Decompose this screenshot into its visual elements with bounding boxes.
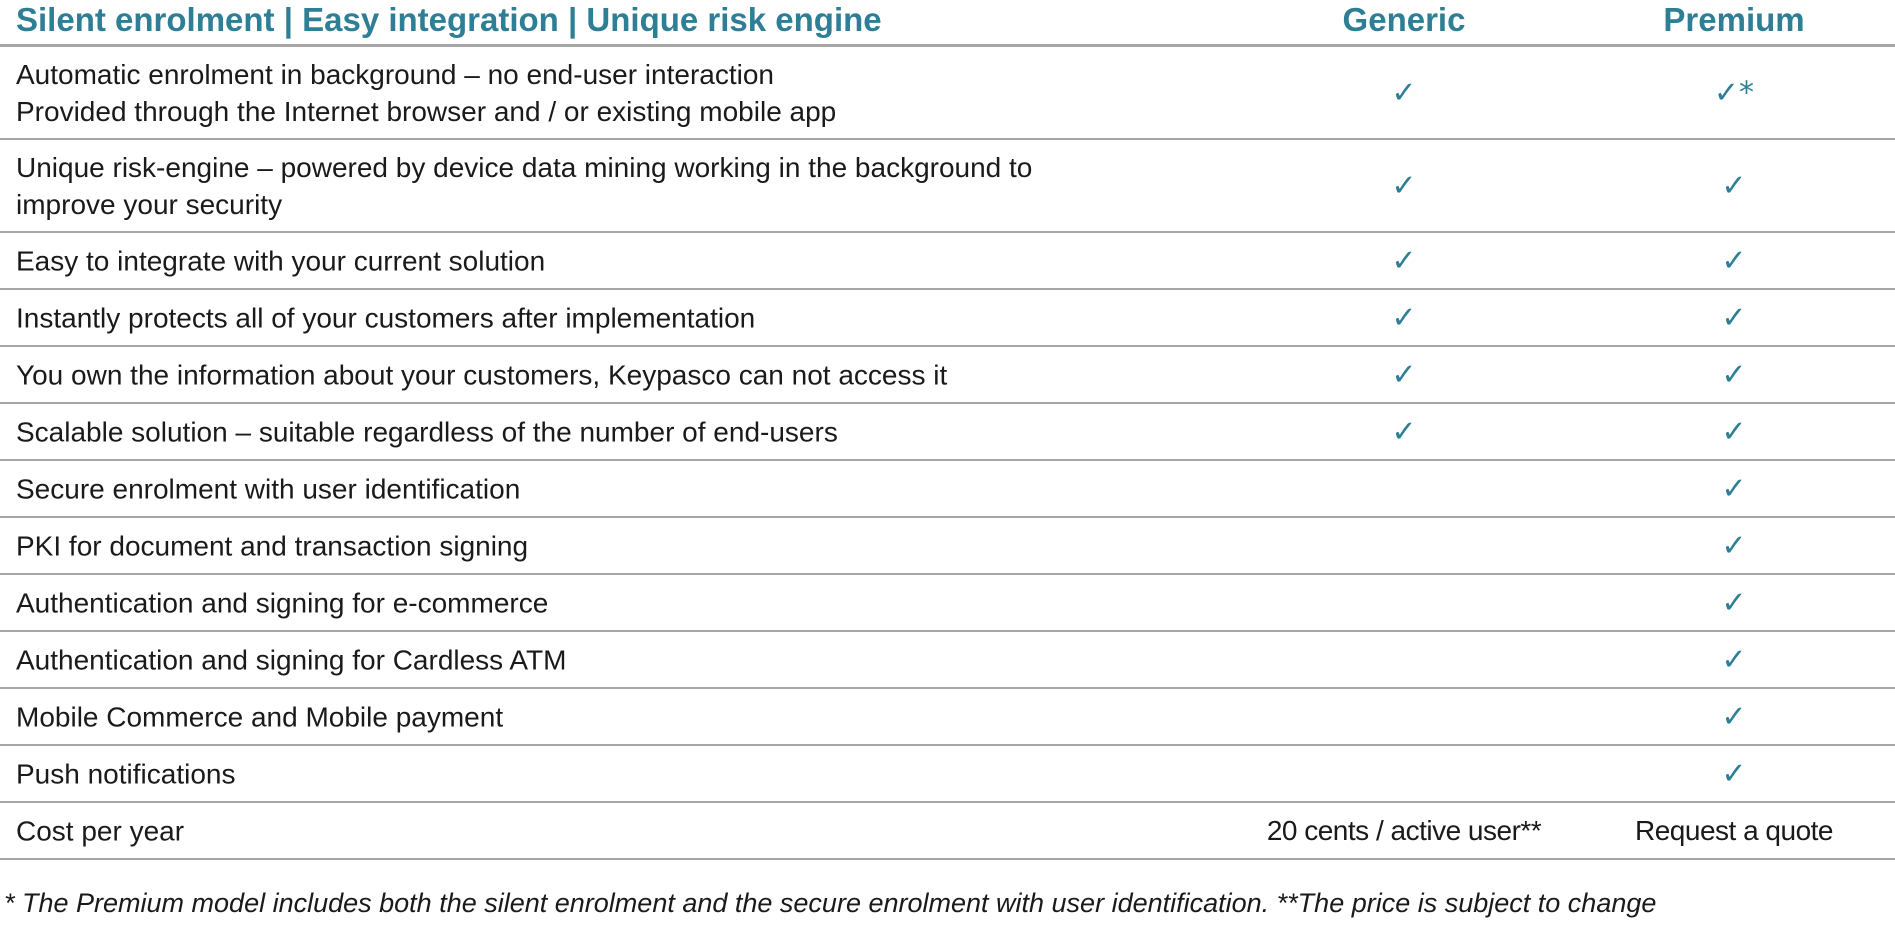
premium-check-icon: ✓ (1721, 168, 1747, 203)
generic-check-icon: ✓ (1391, 243, 1417, 278)
column-header-premium: Premium (1663, 1, 1805, 38)
premium-check-icon: ✓ (1721, 300, 1747, 335)
generic-check-icon: ✓ (1391, 75, 1417, 110)
table-title: Silent enrolment | Easy integration | Unique risk engine (16, 1, 882, 38)
table-row (0, 233, 1895, 290)
feature-label: Scalable solution – suitable regardless of the number of end-users (16, 416, 838, 447)
table-row (0, 575, 1895, 632)
footnote: * The Premium model includes both the silent enrolment and the secure enrolment with user identification. **The price is subject to change (4, 888, 1657, 918)
feature-label-line: improve your security (16, 188, 283, 220)
premium-check-icon: ✓* (1713, 75, 1755, 110)
table-row (0, 290, 1895, 347)
table-row (0, 746, 1895, 803)
table-row (0, 140, 1895, 233)
feature-label: Easy to integrate with your current solution (16, 245, 546, 276)
table-row (0, 404, 1895, 461)
table-row-cost (0, 803, 1895, 860)
premium-check-icon: ✓ (1721, 699, 1747, 734)
premium-check-icon: ✓ (1721, 642, 1747, 677)
premium-check-icon: ✓ (1721, 585, 1747, 620)
feature-label: Secure enrolment with user identification (16, 473, 521, 504)
premium-check-icon: ✓ (1721, 414, 1747, 449)
feature-label: Authentication and signing for Cardless ATM (16, 644, 567, 675)
generic-check-icon: ✓ (1391, 414, 1417, 449)
premium-price: Request a quote (1635, 814, 1833, 846)
table-row (0, 347, 1895, 404)
feature-label (16, 56, 836, 130)
generic-check-icon: ✓ (1391, 300, 1417, 335)
generic-check-icon: ✓ (1391, 168, 1417, 203)
feature-label: Instantly protects all of your customers after implementation (16, 302, 756, 333)
feature-label: Cost per year (16, 815, 185, 846)
table-row (0, 518, 1895, 575)
feature-label (16, 149, 1032, 223)
premium-check-icon: ✓ (1721, 756, 1747, 791)
feature-label-line: Unique risk-engine – powered by device data mining working in the background to (16, 151, 1033, 183)
table-row (0, 632, 1895, 689)
table-row (0, 689, 1895, 746)
feature-label: Mobile Commerce and Mobile payment (16, 701, 504, 732)
column-header-generic: Generic (1342, 1, 1466, 38)
table-row (0, 47, 1895, 140)
feature-label: Push notifications (16, 758, 236, 789)
feature-label-line: Automatic enrolment in background – no end-user interaction (16, 58, 774, 90)
premium-check-icon: ✓ (1721, 243, 1747, 278)
premium-check-icon: ✓ (1721, 471, 1747, 506)
premium-check-icon: ✓ (1721, 528, 1747, 563)
table-header (0, 0, 1895, 47)
generic-price: 20 cents / active user** (1266, 814, 1542, 846)
feature-label: PKI for document and transaction signing (16, 530, 529, 561)
generic-check-icon: ✓ (1391, 357, 1417, 392)
premium-check-icon: ✓ (1721, 357, 1747, 392)
feature-label: Authentication and signing for e-commerce (16, 587, 549, 618)
table-row (0, 461, 1895, 518)
feature-label-line: Provided through the Internet browser and / or existing mobile app (16, 95, 837, 127)
feature-label: You own the information about your customers, Keypasco can not access it (16, 359, 948, 390)
